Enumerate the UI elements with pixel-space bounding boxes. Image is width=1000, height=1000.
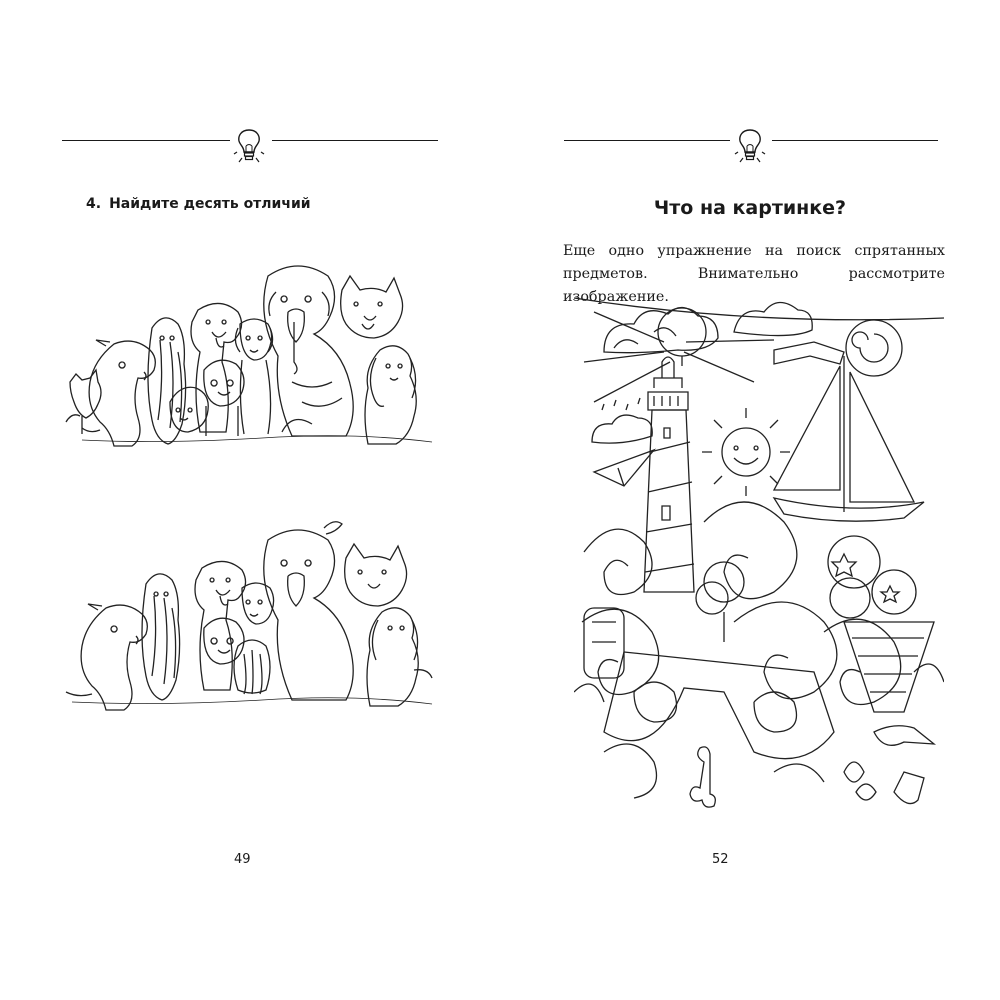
page-number: 52 xyxy=(712,852,729,867)
page-title: Что на картинке? xyxy=(653,197,847,219)
dogs-illustration-top xyxy=(62,262,438,458)
header-rule-right xyxy=(772,140,938,141)
header-rule-left xyxy=(62,140,230,141)
dogs-illustration-bottom xyxy=(62,520,438,716)
hidden-objects-illustration xyxy=(574,292,944,832)
header-rule-right xyxy=(272,140,438,141)
header-rule-left xyxy=(564,140,730,141)
lightbulb-icon xyxy=(734,126,766,166)
lightbulb-icon xyxy=(233,126,265,166)
exercise-title: Найдите десять отличий xyxy=(109,196,311,212)
exercise-number: 4. xyxy=(86,196,102,212)
page-number: 49 xyxy=(234,852,251,867)
exercise-heading xyxy=(86,196,311,212)
right-page xyxy=(500,0,1000,1000)
instruction-text: Еще одно упражнение на поиск спрятанных предметов. Внимательно рассмотрите изображение. xyxy=(563,243,945,305)
